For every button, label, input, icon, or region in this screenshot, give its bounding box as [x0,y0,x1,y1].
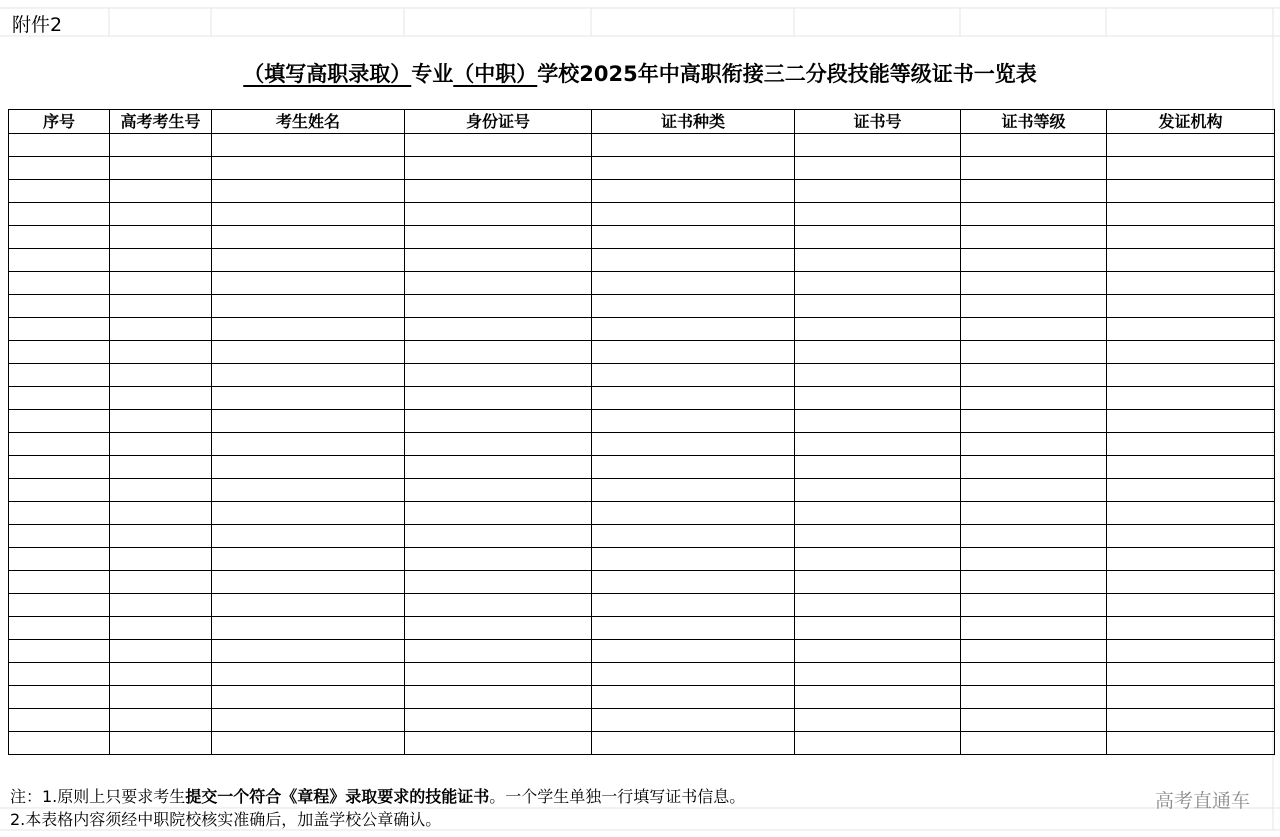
table-cell[interactable] [405,686,592,709]
table-cell[interactable] [795,410,961,433]
table-cell[interactable] [212,410,405,433]
table-cell[interactable] [961,525,1107,548]
table-cell[interactable] [405,318,592,341]
table-cell[interactable] [1107,479,1275,502]
table-cell[interactable] [405,479,592,502]
table-cell[interactable] [9,134,110,157]
table-cell[interactable] [9,617,110,640]
table-cell[interactable] [110,479,212,502]
table-cell[interactable] [592,318,795,341]
table-cell[interactable] [212,341,405,364]
table-cell[interactable] [592,525,795,548]
table-cell[interactable] [592,502,795,525]
table-cell[interactable] [961,663,1107,686]
table-cell[interactable] [9,249,110,272]
table-cell[interactable] [795,295,961,318]
table-cell[interactable] [592,663,795,686]
table-cell[interactable] [110,663,212,686]
table-cell[interactable] [795,571,961,594]
table-cell[interactable] [405,272,592,295]
table-cell[interactable] [961,502,1107,525]
table-cell[interactable] [1107,525,1275,548]
table-cell[interactable] [110,180,212,203]
table-cell[interactable] [592,249,795,272]
table-cell[interactable] [9,387,110,410]
table-cell[interactable] [961,640,1107,663]
table-cell[interactable] [212,226,405,249]
table-cell[interactable] [592,341,795,364]
table-cell[interactable] [212,479,405,502]
table-cell[interactable] [110,410,212,433]
table-cell[interactable] [795,709,961,732]
table-cell[interactable] [961,732,1107,755]
table-cell[interactable] [961,180,1107,203]
table-cell[interactable] [1107,502,1275,525]
table-cell[interactable] [212,295,405,318]
table-cell[interactable] [961,709,1107,732]
table-row [9,640,1275,663]
table-cell[interactable] [961,410,1107,433]
table-cell[interactable] [961,134,1107,157]
table-cell[interactable] [9,663,110,686]
table-cell[interactable] [110,525,212,548]
table-cell[interactable] [405,341,592,364]
attachment-label: 附件2 [12,14,63,36]
table-row [9,617,1275,640]
table-cell[interactable] [110,157,212,180]
title-text-major: 专业 [411,62,454,86]
document-title [0,58,1280,88]
table-cell[interactable] [1107,180,1275,203]
table-row [9,180,1275,203]
table-cell[interactable] [212,732,405,755]
table-cell[interactable] [212,134,405,157]
table-cell[interactable] [405,594,592,617]
table-cell[interactable] [110,387,212,410]
table-cell[interactable] [212,387,405,410]
table-cell[interactable] [212,249,405,272]
table-cell[interactable] [405,203,592,226]
table-cell[interactable] [1107,709,1275,732]
column-header: 证书号 [795,110,961,134]
table-cell[interactable] [110,226,212,249]
table-cell[interactable] [9,295,110,318]
note-line-2: 2.本表格内容须经中职院校核实准确后，加盖学校公章确认。 [10,810,442,829]
table-cell[interactable] [405,525,592,548]
table-cell[interactable] [405,640,592,663]
table-cell[interactable] [592,548,795,571]
table-cell[interactable] [1107,456,1275,479]
table-cell[interactable] [9,525,110,548]
table-cell[interactable] [9,456,110,479]
table-cell[interactable] [212,594,405,617]
table-row [9,134,1275,157]
table-body [9,134,1275,755]
table-cell[interactable] [9,686,110,709]
table-cell[interactable] [110,617,212,640]
table-cell[interactable] [212,272,405,295]
table-cell[interactable] [110,203,212,226]
table-cell[interactable] [212,180,405,203]
table-cell[interactable] [795,663,961,686]
table-cell[interactable] [9,433,110,456]
table-cell[interactable] [592,157,795,180]
table-cell[interactable] [795,272,961,295]
title-blank-school[interactable]: （中职） [453,62,538,86]
table-row [9,456,1275,479]
table-cell[interactable] [592,433,795,456]
table-cell[interactable] [1107,387,1275,410]
table-cell[interactable] [961,456,1107,479]
table-cell[interactable] [592,479,795,502]
table-cell[interactable] [9,410,110,433]
table-cell[interactable] [592,640,795,663]
table-cell[interactable] [795,157,961,180]
table-cell[interactable] [212,456,405,479]
table-cell[interactable] [405,387,592,410]
table-cell[interactable] [212,502,405,525]
table-cell[interactable] [961,433,1107,456]
table-cell[interactable] [592,686,795,709]
table-cell[interactable] [795,525,961,548]
column-header: 序号 [9,110,110,134]
notes-section [10,785,745,831]
table-cell[interactable] [110,456,212,479]
table-cell[interactable] [1107,640,1275,663]
table-cell[interactable] [592,410,795,433]
table-cell[interactable] [212,640,405,663]
table-row [9,502,1275,525]
table-cell[interactable] [405,571,592,594]
table-cell[interactable] [961,571,1107,594]
table-cell[interactable] [405,663,592,686]
table-row [9,157,1275,180]
table-cell[interactable] [961,249,1107,272]
table-cell[interactable] [592,180,795,203]
table-cell[interactable] [795,134,961,157]
table-cell[interactable] [212,663,405,686]
table-row [9,663,1275,686]
table-cell[interactable] [110,640,212,663]
table-cell[interactable] [592,617,795,640]
table-cell[interactable] [9,571,110,594]
table-cell[interactable] [795,548,961,571]
table-cell[interactable] [592,364,795,387]
column-header: 考生姓名 [212,110,405,134]
table-cell[interactable] [110,732,212,755]
table-cell[interactable] [795,341,961,364]
table-cell[interactable] [1107,663,1275,686]
table-cell[interactable] [9,732,110,755]
table-cell[interactable] [110,686,212,709]
watermark: 高考直通车 [1154,790,1250,812]
table-cell[interactable] [405,134,592,157]
table-cell[interactable] [795,180,961,203]
table-row [9,364,1275,387]
table-cell[interactable] [1107,364,1275,387]
table-cell[interactable] [795,617,961,640]
table-cell[interactable] [405,364,592,387]
column-header: 证书种类 [592,110,795,134]
table-cell[interactable] [9,203,110,226]
table-cell[interactable] [9,272,110,295]
table-cell[interactable] [110,709,212,732]
table-cell[interactable] [795,203,961,226]
table-cell[interactable] [592,594,795,617]
table-row [9,548,1275,571]
table-cell[interactable] [405,456,592,479]
table-cell[interactable] [110,594,212,617]
table-cell[interactable] [110,571,212,594]
table-cell[interactable] [1107,548,1275,571]
table-cell[interactable] [1107,617,1275,640]
table-cell[interactable] [405,157,592,180]
table-cell[interactable] [405,548,592,571]
table-row [9,410,1275,433]
table-cell[interactable] [1107,203,1275,226]
certificate-table [8,109,1275,755]
table-cell[interactable] [405,295,592,318]
table-cell[interactable] [9,180,110,203]
table-cell[interactable] [405,410,592,433]
table-row [9,203,1275,226]
table-cell[interactable] [1107,157,1275,180]
table-cell[interactable] [795,686,961,709]
note-line-1: 注：1.原则上只要求考生提交一个符合《章程》录取要求的技能证书。一个学生单独一行填写证书信息。 [10,787,746,806]
title-blank-admission[interactable]: （填写高职录取） [243,62,412,86]
table-cell[interactable] [9,640,110,663]
table-cell[interactable] [9,318,110,341]
table-cell[interactable] [405,180,592,203]
table-cell[interactable] [592,295,795,318]
table-cell[interactable] [212,157,405,180]
table-cell[interactable] [212,548,405,571]
table-cell[interactable] [9,479,110,502]
table-cell[interactable] [592,226,795,249]
table-cell[interactable] [405,249,592,272]
table-cell[interactable] [1107,226,1275,249]
table-row [9,594,1275,617]
table-row [9,433,1275,456]
table-cell[interactable] [592,571,795,594]
table-cell[interactable] [961,364,1107,387]
table-cell[interactable] [212,203,405,226]
table-cell[interactable] [212,433,405,456]
table-cell[interactable] [9,226,110,249]
column-header: 身份证号 [405,110,592,134]
table-row [9,272,1275,295]
table-cell[interactable] [961,318,1107,341]
table-cell[interactable] [592,203,795,226]
table-cell[interactable] [961,203,1107,226]
table-cell[interactable] [592,709,795,732]
table-cell[interactable] [405,433,592,456]
table-cell[interactable] [795,226,961,249]
table-cell[interactable] [1107,295,1275,318]
table-cell[interactable] [795,732,961,755]
table-cell[interactable] [1107,732,1275,755]
table-cell[interactable] [795,387,961,410]
table-cell[interactable] [110,502,212,525]
table-cell[interactable] [1107,272,1275,295]
note-emphasis: 提交一个符合《章程》录取要求的技能证书 [185,787,490,806]
table-cell[interactable] [795,502,961,525]
table-cell[interactable] [110,295,212,318]
table-row [9,479,1275,502]
table-cell[interactable] [1107,433,1275,456]
table-cell[interactable] [1107,410,1275,433]
table-cell[interactable] [795,318,961,341]
table-cell[interactable] [592,387,795,410]
table-row [9,709,1275,732]
table-cell[interactable] [1107,318,1275,341]
table-cell[interactable] [110,433,212,456]
table-cell[interactable] [110,341,212,364]
table-cell[interactable] [405,502,592,525]
table-cell[interactable] [961,157,1107,180]
column-header: 高考考生号 [110,110,212,134]
table-cell[interactable] [9,157,110,180]
table-cell[interactable] [961,226,1107,249]
column-header: 发证机构 [1107,110,1275,134]
table-cell[interactable] [1107,341,1275,364]
table-cell[interactable] [110,272,212,295]
table-cell[interactable] [1107,134,1275,157]
table-cell[interactable] [212,525,405,548]
table-cell[interactable] [212,617,405,640]
table-cell[interactable] [110,364,212,387]
column-header: 证书等级 [961,110,1107,134]
table-cell[interactable] [405,226,592,249]
table-cell[interactable] [795,249,961,272]
table-cell[interactable] [795,594,961,617]
table-cell[interactable] [110,249,212,272]
table-cell[interactable] [405,617,592,640]
table-cell[interactable] [9,364,110,387]
table-cell[interactable] [961,594,1107,617]
table-row [9,226,1275,249]
table-cell[interactable] [9,502,110,525]
table-cell[interactable] [110,318,212,341]
table-cell[interactable] [110,134,212,157]
table-cell[interactable] [212,686,405,709]
table-cell[interactable] [9,709,110,732]
table-row [9,249,1275,272]
table-cell[interactable] [961,295,1107,318]
table-cell[interactable] [961,387,1107,410]
table-cell[interactable] [961,686,1107,709]
table-cell[interactable] [592,732,795,755]
title-text-main: 学校2025年中高职衔接三二分段技能等级证书一览表 [537,62,1037,86]
table-cell[interactable] [1107,594,1275,617]
table-cell[interactable] [961,479,1107,502]
table-cell[interactable] [1107,571,1275,594]
table-cell[interactable] [961,272,1107,295]
table-cell[interactable] [212,709,405,732]
table-cell[interactable] [795,479,961,502]
table-row [9,571,1275,594]
table-cell[interactable] [795,456,961,479]
table-cell[interactable] [110,548,212,571]
table-row [9,341,1275,364]
table-cell[interactable] [961,548,1107,571]
table-row [9,295,1275,318]
table-cell[interactable] [592,134,795,157]
table-header-row [9,110,1275,134]
table-cell[interactable] [961,341,1107,364]
table-cell[interactable] [592,456,795,479]
table-cell[interactable] [9,594,110,617]
table-cell[interactable] [405,732,592,755]
table-row [9,686,1275,709]
table-cell[interactable] [592,272,795,295]
table-row [9,525,1275,548]
table-cell[interactable] [212,364,405,387]
table-cell[interactable] [405,709,592,732]
table-cell[interactable] [1107,249,1275,272]
table-cell[interactable] [212,318,405,341]
table-cell[interactable] [795,364,961,387]
table-row [9,318,1275,341]
table-cell[interactable] [9,341,110,364]
table-row [9,732,1275,755]
table-cell[interactable] [212,571,405,594]
table-cell[interactable] [961,617,1107,640]
table-cell[interactable] [9,548,110,571]
table-cell[interactable] [795,433,961,456]
table-row [9,387,1275,410]
table-cell[interactable] [1107,686,1275,709]
table-cell[interactable] [795,640,961,663]
